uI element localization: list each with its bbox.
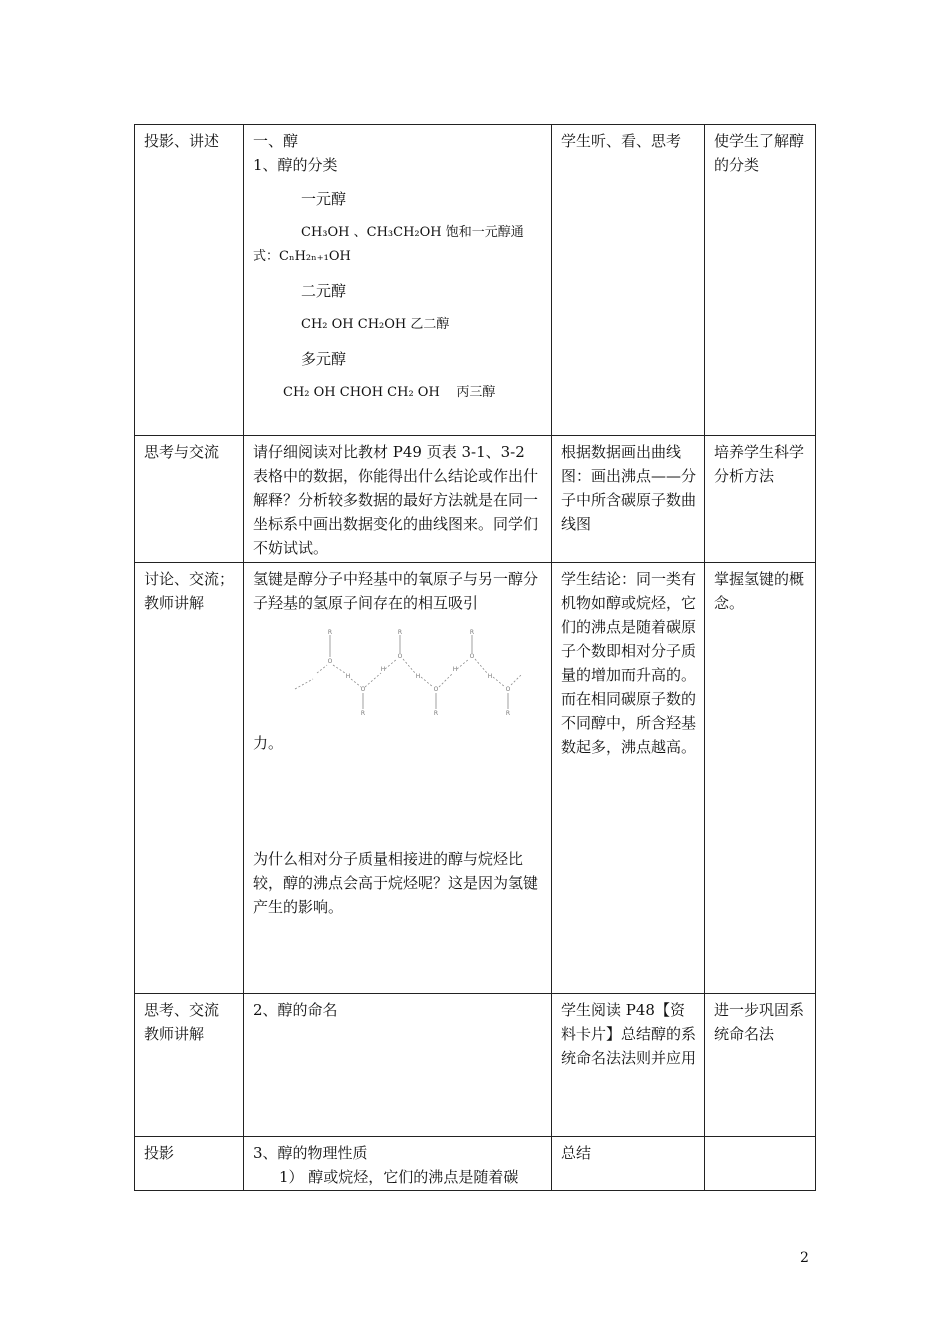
- purpose-cell: [705, 1137, 816, 1191]
- student-cell: 学生结论：同一类有机物如醇或烷烃，它们的沸点是随着碳原子个数即相对分子质量的增加而升高的。而在相同碳原子数的不同醇中，所含羟基数起多，沸点越高。: [552, 563, 705, 994]
- svg-text:O: O: [397, 653, 403, 660]
- svg-text:R: R: [469, 629, 475, 636]
- svg-text:O: O: [360, 686, 366, 693]
- svg-text:R: R: [360, 710, 366, 717]
- svg-text:H: H: [452, 666, 458, 673]
- subsection-heading: 1、醇的分类: [253, 156, 338, 174]
- content-cell: 请仔细阅读对比教材 P49 页表 3-1、3-2 表格中的数据，你能得出什么结论或作出什解释？分析较多数据的最好方法就是在同一坐标系中画出数据变化的曲线图来。同学们不妨试试。: [244, 436, 552, 563]
- svg-text:R: R: [397, 629, 403, 636]
- purpose-cell: 进一步巩固系统命名法: [705, 994, 816, 1137]
- activity-cell: 投影、讲述: [135, 125, 244, 436]
- table-row: [135, 125, 816, 436]
- formula-line: CH₂ OH CH₂OH 乙二醇: [301, 317, 450, 332]
- svg-text:H: H: [415, 673, 421, 680]
- svg-text:H: H: [487, 673, 493, 680]
- svg-text:O: O: [469, 653, 475, 660]
- activity-cell: [135, 563, 244, 994]
- activity-cell: 投影: [135, 1137, 244, 1191]
- section-heading: 一、醇: [253, 132, 299, 150]
- student-cell: 学生阅读 P48【资料卡片】总结醇的系统命名法法则并应用: [552, 994, 705, 1137]
- hydrogen-bond-diagram: [293, 627, 523, 717]
- svg-text:O: O: [433, 686, 439, 693]
- formula-line: CH₂ OH CHOH CH₂ OH 丙三醇: [283, 385, 496, 400]
- definition-end: 力。: [253, 734, 284, 752]
- hydrogen-bond-definition: 氢键是醇分子中羟基中的氧原子与另一醇分子羟基的氢原子间存在的相互吸引: [253, 570, 539, 612]
- svg-text:H: H: [345, 673, 351, 680]
- table-row: [135, 436, 816, 563]
- activity-cell: 思考与交流: [135, 436, 244, 563]
- purpose-cell: 培养学生科学分析方法: [705, 436, 816, 563]
- content-cell: [244, 1137, 552, 1191]
- student-cell: 学生听、看、思考: [552, 125, 705, 436]
- activity-cell: [135, 994, 244, 1137]
- subsection-heading: 3、醇的物理性质: [253, 1144, 368, 1162]
- activity-line: 教师讲解: [144, 594, 205, 612]
- purpose-cell: 掌握氢键的概念。: [705, 563, 816, 994]
- page-number: 2: [800, 1250, 809, 1266]
- svg-text:R: R: [433, 710, 439, 717]
- student-cell: 总结: [552, 1137, 705, 1191]
- content-line: 1） 醇或烷烃，它们的沸点是随着碳: [279, 1168, 519, 1186]
- table-row: [135, 563, 816, 994]
- boiling-point-question: 为什么相对分子质量相接进的醇与烷烃比较，醇的沸点会高于烷烃呢？这是因为氢键产生的影响。: [253, 850, 539, 916]
- content-cell: 2、醇的命名: [244, 994, 552, 1137]
- activity-line: 讨论、交流；: [144, 570, 235, 588]
- formula-line: 式：CₙH₂ₙ₊₁OH: [253, 249, 351, 264]
- svg-text:O: O: [327, 658, 333, 665]
- student-cell: 根据数据画出曲线图：画出沸点——分子中所含碳原子数曲线图: [552, 436, 705, 563]
- svg-text:R: R: [505, 710, 511, 717]
- content-cell: [244, 125, 552, 436]
- lesson-plan-table: [134, 124, 816, 1191]
- table-row: [135, 1137, 816, 1191]
- svg-text:R: R: [327, 629, 333, 636]
- formula-line: CH₃OH 、CH₃CH₂OH 饱和一元醇通: [301, 225, 524, 240]
- content-cell: [244, 563, 552, 994]
- category-label: 二元醇: [301, 282, 347, 300]
- category-label: 多元醇: [301, 350, 347, 368]
- svg-text:H: H: [380, 666, 386, 673]
- table-row: [135, 994, 816, 1137]
- activity-line: 教师讲解: [144, 1025, 205, 1043]
- purpose-cell: 使学生了解醇的分类: [705, 125, 816, 436]
- activity-line: 思考、交流: [144, 1001, 220, 1019]
- category-label: 一元醇: [301, 190, 347, 208]
- svg-text:O: O: [505, 686, 511, 693]
